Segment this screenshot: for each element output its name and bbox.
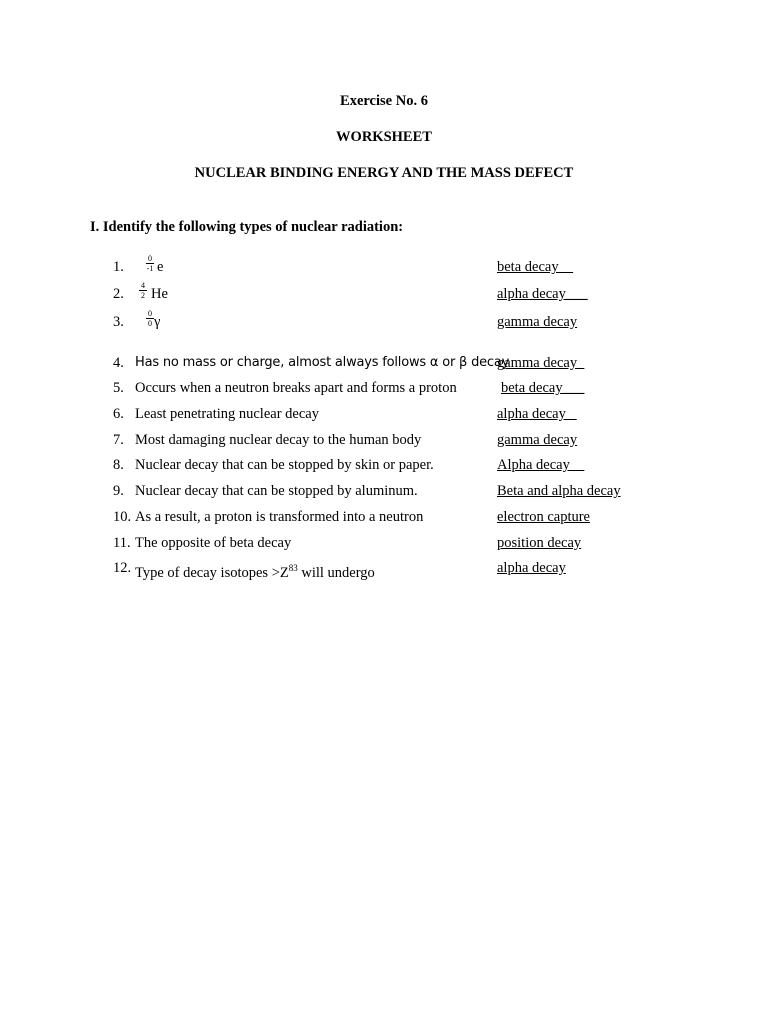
list-item-3	[0, 309, 768, 332]
item-number: 9.	[113, 483, 124, 499]
answer: beta decay	[497, 259, 574, 275]
superscript-83: 83	[288, 563, 298, 573]
list-item-12	[0, 558, 768, 581]
item-number: 7.	[113, 432, 124, 448]
answer: electron capture	[497, 509, 590, 525]
question-text: Least penetrating nuclear decay	[135, 406, 319, 422]
list-item-7	[0, 430, 768, 450]
item-number: 11.	[113, 535, 131, 551]
page-title: NUCLEAR BINDING ENERGY AND THE MASS DEFECT	[194, 165, 574, 181]
mass-number: 4	[141, 281, 145, 290]
atomic-number: 0	[148, 319, 152, 328]
answer: gamma decay	[497, 355, 585, 371]
list-item-8	[0, 455, 768, 475]
question-text: The opposite of beta decay	[135, 535, 292, 551]
question-text: Occurs when a neutron breaks apart and forms a proton	[135, 380, 457, 396]
atomic-number: -1	[146, 264, 154, 273]
item-number: 6.	[113, 406, 124, 422]
item-number: 4.	[113, 355, 124, 371]
list-item-5	[0, 378, 768, 398]
nuclide-numbers	[145, 254, 155, 273]
nuclide-symbol: e	[157, 259, 164, 275]
list-item-6	[0, 404, 768, 424]
question-text: Most damaging nuclear decay to the human body	[135, 432, 422, 448]
question-text: As a result, a proton is transformed into a neutron	[135, 509, 424, 525]
question-text-start: Type of decay isotopes >Z	[135, 565, 289, 581]
item-number: 2.	[113, 286, 124, 302]
worksheet-label: WORKSHEET	[336, 129, 432, 145]
list-item-4	[0, 353, 768, 373]
atomic-number: 2	[141, 291, 145, 300]
list-item-10	[0, 507, 768, 527]
item-number: 8.	[113, 457, 124, 473]
item-number: 1.	[113, 259, 124, 275]
question-text-end: will undergo	[297, 565, 375, 581]
nuclide-symbol: γ	[154, 314, 161, 330]
mass-number: 0	[148, 254, 152, 263]
answer: Beta and alpha decay	[497, 483, 621, 499]
answer: alpha decay	[497, 406, 577, 422]
answer: gamma decay	[497, 432, 578, 448]
nuclide-numbers	[138, 281, 148, 300]
answer: alpha decay	[497, 560, 566, 576]
mass-number: 0	[148, 309, 152, 318]
question-text	[135, 558, 375, 583]
item-number: 10.	[113, 509, 132, 525]
list-item-1	[0, 254, 768, 277]
item-number: 12.	[113, 560, 132, 576]
list-item-2	[0, 281, 768, 304]
question-text: Has no mass or charge, almost always follows α or β decay	[135, 355, 510, 370]
answer: beta decay___	[501, 380, 585, 396]
exercise-number: Exercise No. 6	[340, 93, 428, 109]
item-number: 5.	[113, 380, 124, 396]
list-item-11	[0, 533, 768, 553]
question-text: Nuclear decay that can be stopped by skin or paper.	[135, 457, 434, 473]
item-number: 3.	[113, 314, 124, 330]
list-item-9	[0, 481, 768, 501]
answer: alpha decay___	[497, 286, 588, 302]
answer: Alpha decay	[497, 457, 585, 473]
answer: position decay	[497, 535, 582, 551]
answer: gamma decay	[497, 314, 578, 330]
section-heading: I. Identify the following types of nuclear radiation:	[90, 219, 404, 235]
nuclide-symbol: He	[151, 286, 168, 302]
question-text: Nuclear decay that can be stopped by aluminum.	[135, 483, 418, 499]
